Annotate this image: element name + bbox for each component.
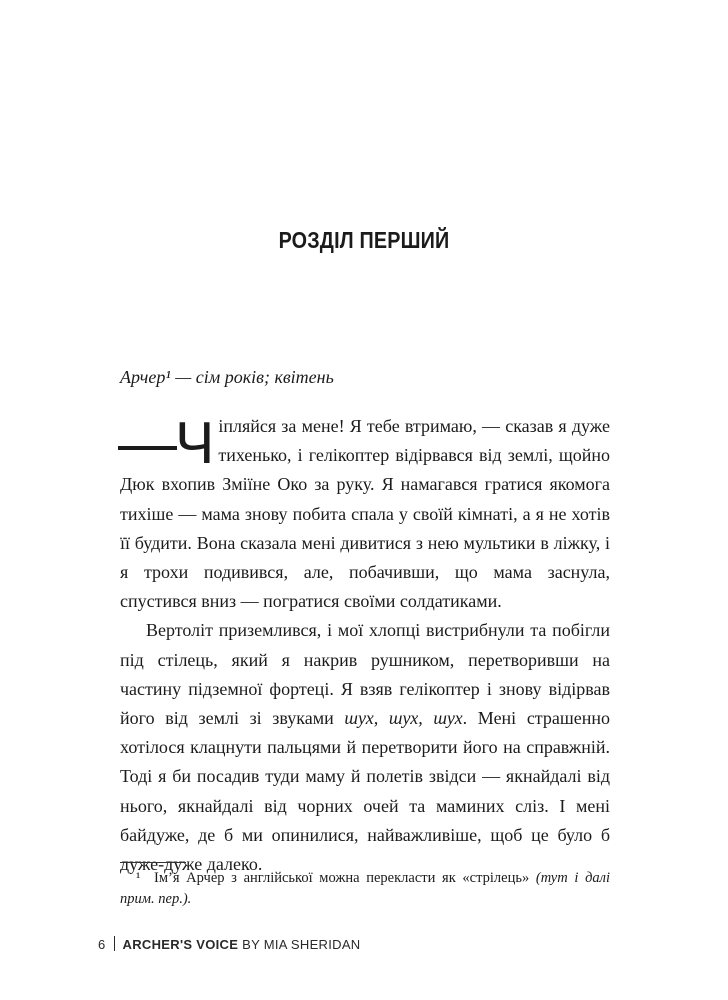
paragraph-2-text-end: . Мені страшенно хотілося клацнути пальцями й перетворити його на справжній. Тоді я би посадив туди маму й полетів звідси — якнайдалі від нього, якнайдалі від чорних очей та маминих сліз. І мені байдуже, де б ми опинилися, найважливіше, щоб це було б дуже-дуже далеко. bbox=[120, 708, 610, 875]
paragraph-2-text-start: Вертоліт приземлився, і мої хлопці вистрибнули та побігли під стілець, який я накрив рушником, перетворивши на частину підземної фортеці. Я взяв гелікоптер і знову відірвав його від землі зі звуками bbox=[120, 620, 610, 729]
footnote-divider bbox=[120, 862, 186, 863]
drop-cap: —Ч bbox=[118, 410, 213, 476]
paragraph-2-italic: шух, шух, шух bbox=[344, 708, 463, 729]
paragraph-1 bbox=[120, 412, 610, 616]
footnote-italic: (тут і далі прим. пер.). bbox=[120, 870, 611, 907]
paragraph-2 bbox=[120, 616, 610, 879]
footnote bbox=[120, 868, 610, 910]
footer-book-title: ARCHER'S VOICE bbox=[122, 937, 239, 952]
chapter-subtitle: Арчер¹ — сім років; квітень bbox=[120, 367, 334, 387]
page-footer bbox=[98, 935, 361, 955]
footnote-text: Ім’я Арчер з англійської можна перекласти як «стрілець» bbox=[154, 870, 536, 886]
body-text bbox=[120, 412, 610, 879]
footnote-number: ¹ bbox=[136, 870, 141, 886]
chapter-title: РОЗДІЛ ПЕРШИЙ bbox=[278, 227, 450, 253]
footer-separator bbox=[114, 936, 115, 951]
page-number: 6 bbox=[98, 937, 106, 952]
footer-author: BY MIA SHERIDAN bbox=[242, 937, 361, 952]
paragraph-1-text: іпляйся за мене! Я тебе втримаю, — сказав я дуже тихенько, і гелікоптер відірвався від землі, щойно Дюк вхопив Зміїне Око за руку. Я намагався гратися якомога тихіше — мама знову побита спала у своїй кімнаті, а я не хотів її будити. Вона сказала мені дивитися з нею мультики в ліжку, і я трохи подивився, але, побачивши, що мама заснула, спустився вниз — погратися своїми солдатиками. bbox=[120, 416, 610, 612]
